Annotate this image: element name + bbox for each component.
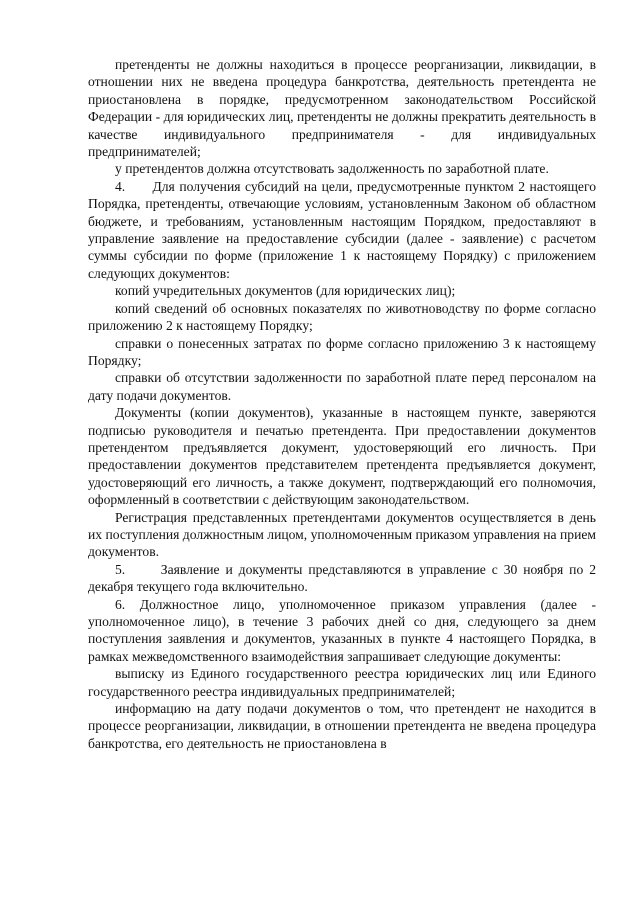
list-item-no-debt-certificate: справки об отсутствии задолженности по заработной плате перед персоналом на дату подачи документов. — [88, 370, 596, 403]
paragraph-requirements-wages: у претендентов должна отсутствовать задолженность по заработной плате. — [115, 161, 549, 177]
document-page — [88, 56, 596, 752]
list-item-reorganization-info: информацию на дату подачи документов о том, что претендент не находится в процессе реорганизации, ликвидации, в отношении претендента не введена процедура банкротства, его деятельность не приостановлена в — [88, 701, 596, 751]
list-item-expenses-certificate: справки о понесенных затратах по форме согласно приложению 3 к настоящему Порядку; — [88, 335, 596, 368]
list-item-founding-docs: копий учредительных документов (для юридических лиц); — [115, 283, 456, 299]
paragraph-section-5: 5. Заявление и документы представляются в управление с 30 ноября по 2 декабря текущего года включительно. — [88, 561, 596, 595]
paragraph-registration: Регистрация представленных претендентами документов осуществляется в день их поступления должностным лицом, уполномоченным приказом управления на прием документов. — [88, 509, 596, 560]
paragraph-section-4: 4. Для получения субсидий на цели, предусмотренные пунктом 2 настоящего Порядка, претенденты, отвечающие условиям, установленным Законом об областном бюджете, и требованиям, установленным настоящим Порядком, предоставляют в управление заявление на предоставление субсидии (далее - заявление) с расчетом суммы субсидии по форме (приложение 1 к настоящему Порядку) с приложением следующих документов: — [88, 178, 596, 281]
paragraph-section-6: 6. Должностное лицо, уполномоченное приказом управления (далее - уполномоченное лицо), в течение 3 рабочих дней со дня, следующего за днем поступления заявления и документов, указанных в пункте 4 настоящего Порядка, в рамках межведомственного взаимодействия запрашивает следующие документы: — [88, 596, 596, 664]
paragraph-requirements-reorganization: претенденты не должны находиться в процессе реорганизации, ликвидации, в отношении них не введена процедура банкротства, деятельность претендента не приостановлена в порядке, предусмотренном законодательством Российской Федерации - для юридических лиц, претенденты не должны прекратить деятельность в качестве индивидуального предпринимателя - для индивидуальных предпринимателей; — [88, 57, 596, 160]
list-item-livestock-info: копий сведений об основных показателях по животноводству по форме согласно приложению 2 к настоящему Порядку; — [88, 300, 596, 334]
list-item-registry-extract: выписку из Единого государственного реестра юридических лиц или Единого государственного реестра индивидуальных предпринимателей; — [88, 666, 596, 699]
paragraph-document-certification: Документы (копии документов), указанные в настоящем пункте, заверяются подписью руководителя и печатью претендента. При предоставлении документов претендентом предъявляется документ, удостоверяющий его личность. При предоставлении документов представителем претендента предъявляется документ, удостоверяющий его личность, а также документ, подтверждающий его полномочия, оформленный в соответствии с действующим законодательством. — [88, 405, 596, 508]
